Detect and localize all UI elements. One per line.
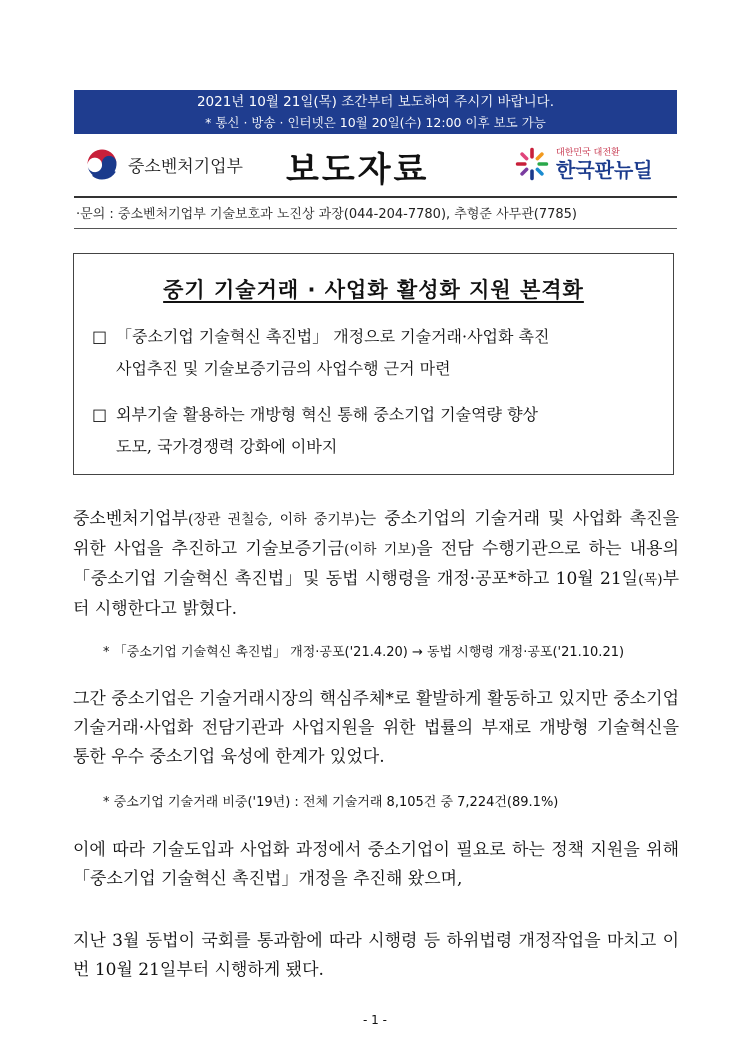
- contact-divider: [74, 228, 677, 229]
- embargo-line-2: * 통신 · 방송 · 인터넷은 10월 20일(수) 12:00 이후 보도 가능: [205, 115, 546, 130]
- doc-type-title: 보도자료: [286, 150, 430, 190]
- embargo-line-1: 2021년 10월 21일(목) 조간부터 보도하여 주시기 바랍니다.: [196, 94, 555, 110]
- press-header: [74, 134, 677, 196]
- page-number: - 1 -: [363, 1013, 387, 1027]
- body-paragraph-2: 그간 중소기업은 기술거래시장의 핵심주체*로 활발하게 활동하고 있지만 중소기업 기술거래·사업화 전담기관과 사업지원을 위한 법률의 부재로 개방형 기술혁신을 통한 우수 중소기업 육성에 한계가 있었다.: [73, 689, 679, 767]
- bullet-line: 도모, 국가경쟁력 강화에 이바지: [116, 437, 338, 456]
- embargo-banner: [74, 90, 677, 134]
- new-deal-subtitle: 대한민국 대전환: [556, 147, 620, 158]
- bullet-line: 사업추진 및 기술보증기금의 사업수행 근거 마련: [116, 359, 451, 378]
- bullet-line: 외부기술 활용하는 개방형 혁신 통해 중소기업 기술역량 향상: [116, 405, 539, 424]
- footnote-2: * 중소기업 기술거래 비중('19년) : 전체 기술거래 8,105건 중 7,224건(89.1%): [103, 795, 559, 810]
- body-paragraph-4: 지난 3월 동법이 국회를 통과함에 따라 시행령 등 하위법령 개정작업을 마치고 이번 10월 21일부터 시행하게 됐다.: [73, 931, 679, 980]
- contact-info: ·문의 : 중소벤처기업부 기술보호과 노진상 과장(044-204-7780), 추형준 사무관(7785): [76, 207, 577, 222]
- summary-bullet-1: [92, 321, 667, 385]
- ministry-logo: [84, 146, 243, 182]
- checkbox-marker-icon: □: [92, 327, 108, 346]
- korean-new-deal-logo: [514, 146, 653, 182]
- checkbox-marker-icon: □: [92, 405, 108, 424]
- new-deal-title: 한국판뉴딜: [556, 157, 653, 182]
- summary-bullet-2: [92, 399, 667, 463]
- summary-box: [73, 253, 674, 475]
- new-deal-mark-icon: [514, 146, 550, 182]
- header-divider: [74, 196, 677, 198]
- body-paragraph-3: 이에 따라 기술도입과 사업화 과정에서 중소기업이 필요로 하는 정책 지원을 위해「중소기업 기술혁신 촉진법」개정을 추진해 왔으며,: [73, 840, 679, 889]
- taegeuk-emblem-icon: [84, 146, 120, 182]
- body-paragraph-1: 중소벤처기업부(장관 권칠승, 이하 중기부)는 중소기업의 기술거래 및 사업화 촉진을 위한 사업을 추진하고 기술보증기금(이하 기보)을 전담 수행기관으로 하는 내용의「중소기업 기술혁신 촉진법」및 동법 시행령을 개정·공포*하고 10월 21일(목)부터 시행한다고 밝혔다.: [73, 509, 679, 619]
- footnote-1: * 「중소기업 기술혁신 촉진법」 개정·공포('21.4.20) → 동법 시행령 개정·공포('21.10.21): [103, 645, 625, 660]
- headline: 중기 기술거래 · 사업화 활성화 지원 본격화: [163, 278, 584, 302]
- ministry-name: 중소벤처기업부: [128, 156, 243, 177]
- bullet-line: 「중소기업 기술혁신 촉진법」 개정으로 기술거래·사업화 촉진: [116, 327, 550, 346]
